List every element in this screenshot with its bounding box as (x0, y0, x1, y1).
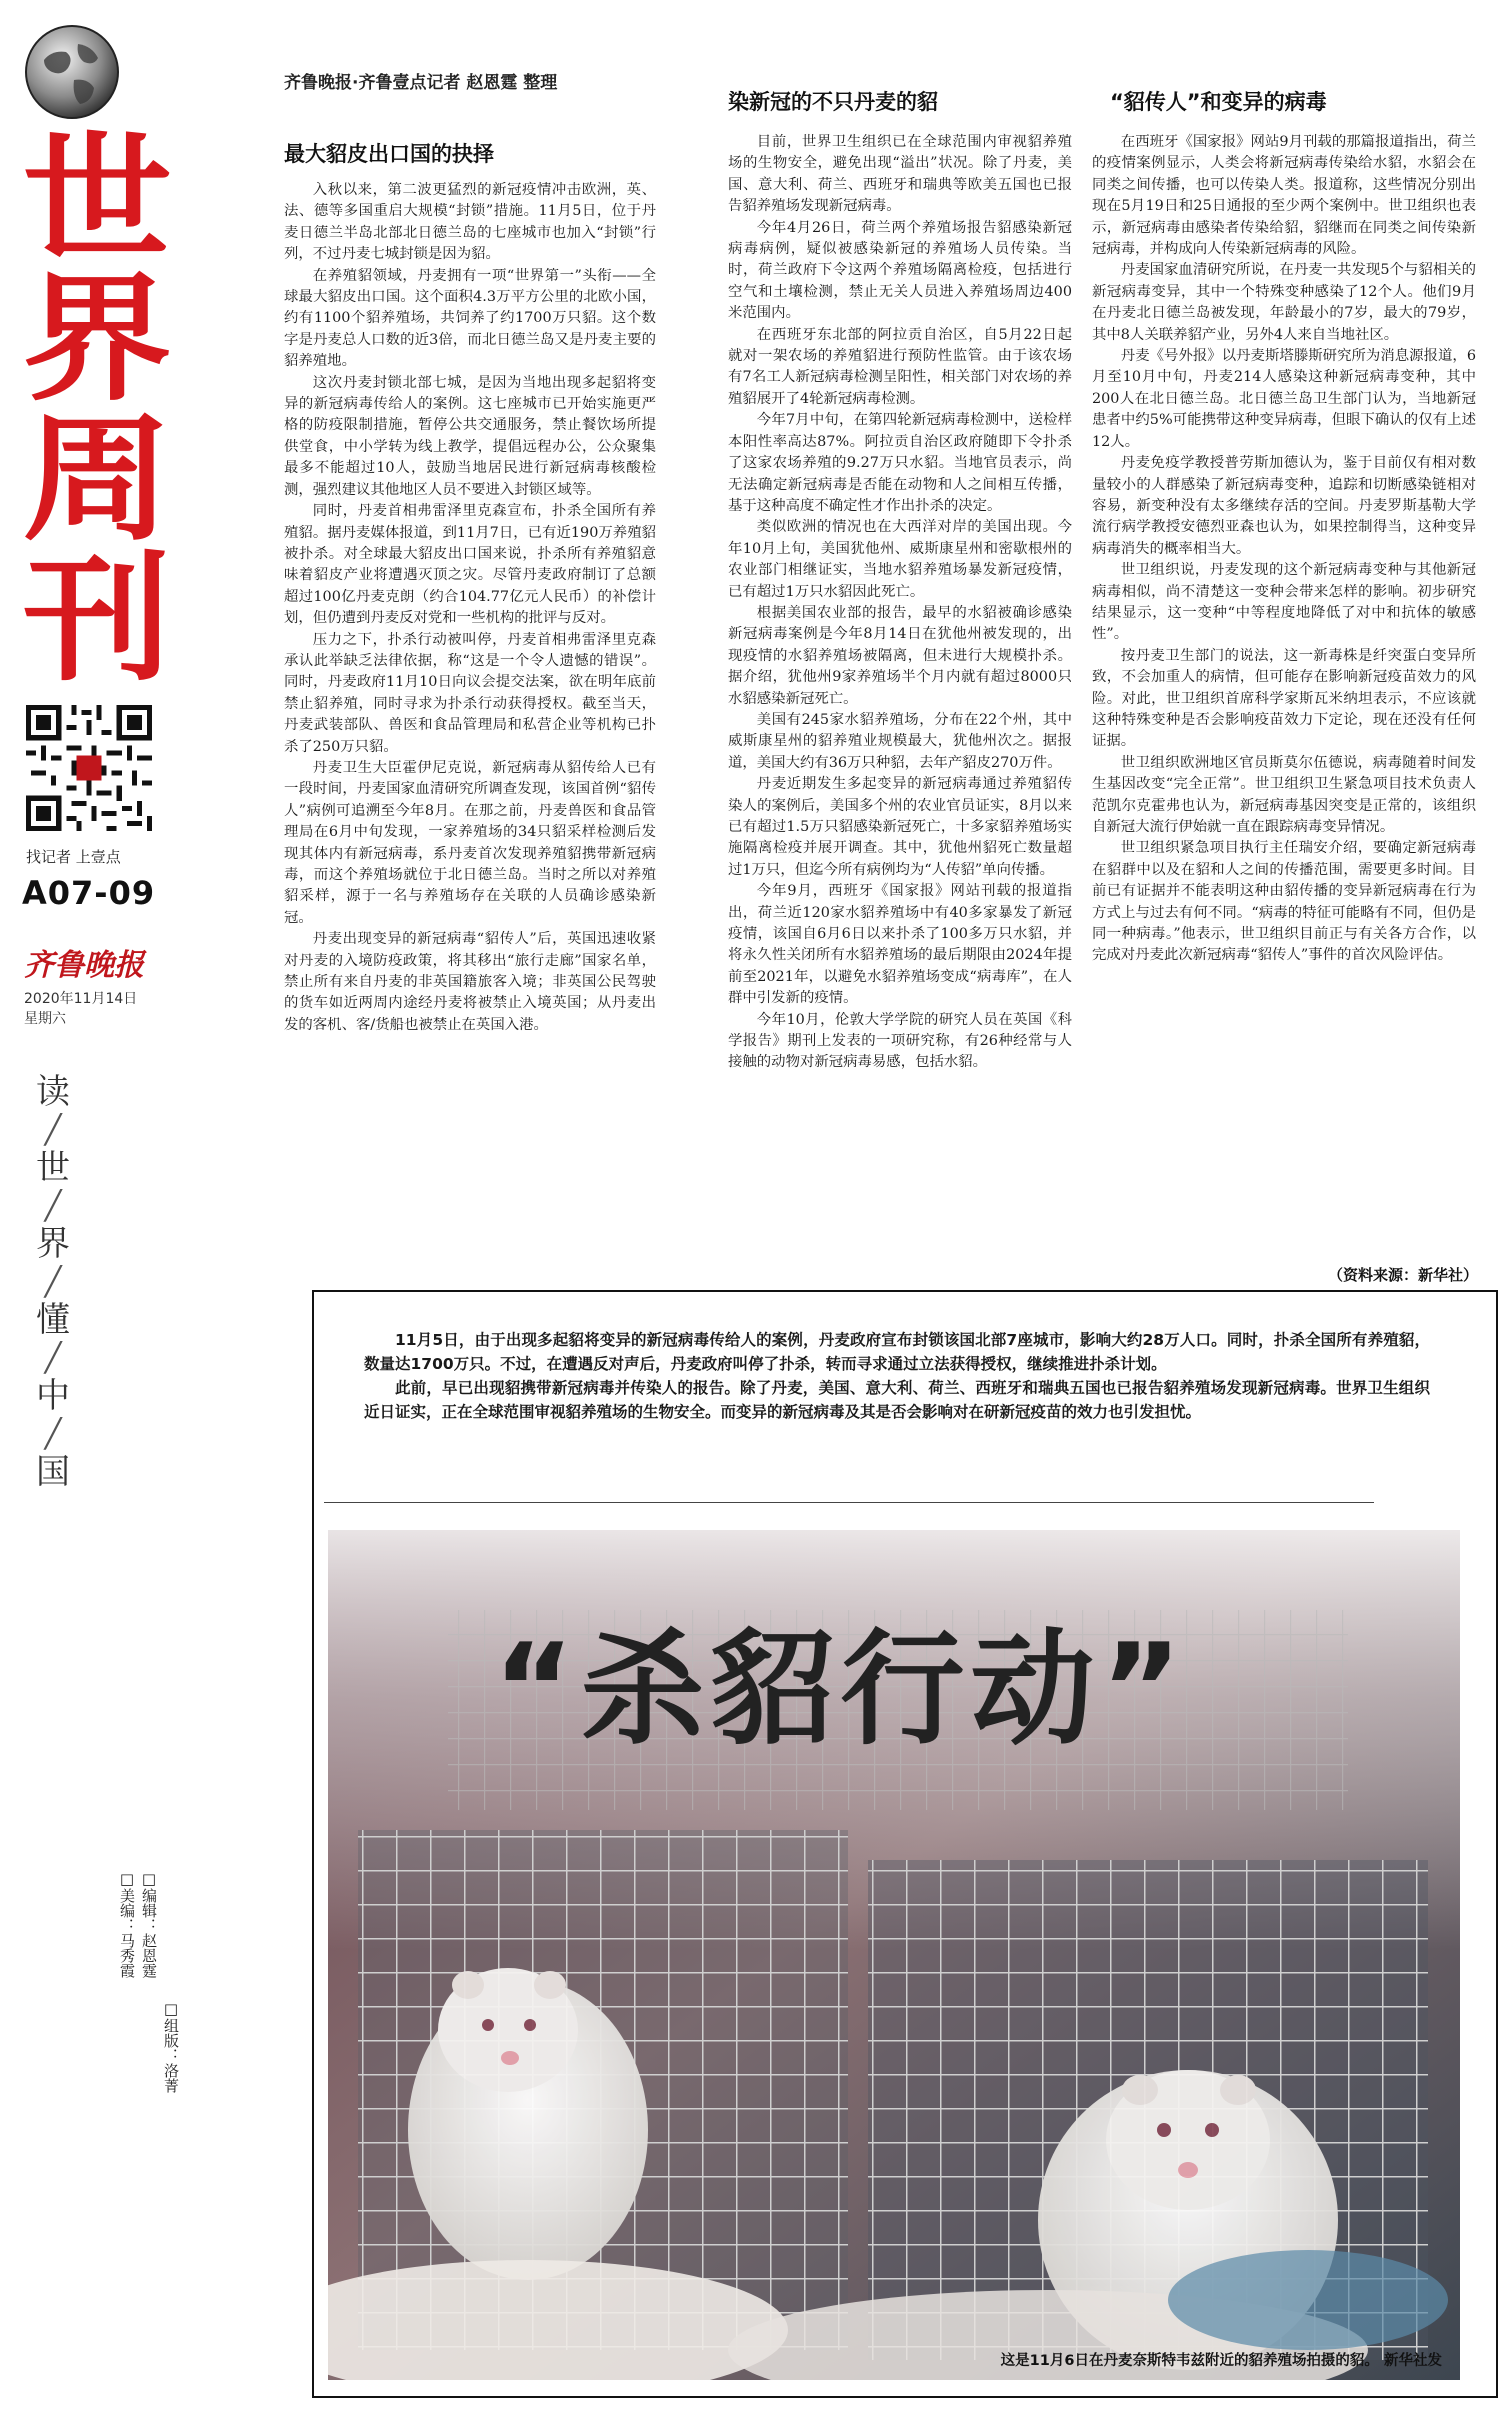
article-paragraph: 世卫组织说，丹麦发现的这个新冠病毒变种与其他新冠病毒相似，尚不清楚这一变种会带来怎样的影响。初步研究结果显示，这一变种“中等程度地降低了对中和抗体的敏感性”。 (1092, 562, 1476, 643)
feature-box (312, 1290, 1498, 2398)
article-paragraph: 压力之下，扑杀行动被叫停，丹麦首相弗雷泽里克森承认此举缺乏法律依据，称“这是一个令人遗憾的错误”。同时，丹麦政府11月10日向议会提交法案，欲在明年底前禁止貂养殖，同时寻求为扑杀行动获得授权。截至当天，丹麦武装部队、兽医和食品管理局和私营企业等机构已扑杀了250万只貂。 (284, 631, 656, 755)
article-2-body (728, 132, 1072, 1292)
article-paragraph: 目前，世界卫生组织已在全球范围内审视貂养殖场的生物安全，避免出现“溢出”状况。除了丹麦，美国、意大利、荷兰、西班牙和瑞典等欧美五国也已报告貂养殖场发现新冠病毒。 (728, 134, 1072, 215)
slogan-char: 国 (36, 1452, 70, 1492)
slogan-char: 世 (36, 1148, 70, 1188)
issue-date: 2020年11月14日 (24, 991, 138, 1007)
divider (324, 1502, 1374, 1503)
article-paragraph: 按丹麦卫生部门的说法，这一新毒株是纤突蛋白变异所致，不会加重人的病情，但可能存在影响新冠疫苗效力的风险。对此，世卫组织首席科学家斯瓦米纳坦表示，不应该就这种特殊变种是否会影响疫苗效力下定论，现在还没有任何证据。 (1092, 647, 1476, 750)
article-paragraph: 世卫组织欧洲地区官员斯莫尔伍德说，病毒随着时间发生基因改变“完全正常”。世卫组织卫生紧急项目技术负责人范凯尔克霍弗也认为，新冠病毒基因突变是正常的，该组织自新冠大流行伊始就一直在跟踪病毒变异情况。 (1092, 754, 1476, 835)
vertical-slogan (28, 1070, 78, 1494)
article-paragraph: 在养殖貂领域，丹麦拥有一项“世界第一”头衔——全球最大貂皮出口国。这个面积4.3万平方公里的北欧小国，约有1100个貂养殖场，共饲养了约1700万只貂。这个数字是丹麦总人口数的近3倍，而北日德兰岛又是丹麦主要的貂养殖地。 (284, 267, 656, 370)
article-paragraph: 丹麦出现变异的新冠病毒“貂传人”后，英国迅速收紧对丹麦的入境防疫政策，将其移出“旅行走廊”国家名单，禁止所有来自丹麦的非英国籍旅客入境；非英国公民驾驶的货车如近两周内途经丹麦将被禁止入境英国；从丹麦出发的客机、客/货船也被禁止在英国入港。 (284, 931, 656, 1033)
article-paragraph: 丹麦卫生大臣霍伊尼克说，新冠病毒从貂传给人已有一段时间，丹麦国家血清研究所调查发现，该国首例“貂传人”病例可追溯至今年8月。在那之前，丹麦兽医和食品管理局在6月中旬发现，一家养殖场的34只貂采样检测后发现其体内有新冠病毒，系丹麦首次发现养殖貂携带新冠病毒，而这个养殖场就位于北日德兰岛。当时之所以对养殖貂采样，源于一名与养殖场存在关联的人员确诊感染新冠。 (284, 759, 656, 926)
masthead-char: 世 (22, 119, 168, 280)
issue-weekday: 星期六 (24, 1011, 66, 1027)
article-paragraph: 世卫组织紧急项目执行主任瑞安介绍，要确定新冠病毒在貂群中以及在貂和人之间的传播范围，需要更多时间。目前已有证据并不能表明这种由貂传播的变异新冠病毒在行为方式上与过去有何不同。“病毒的特征可能略有不同，但仍是同一种病毒。”他表示，世卫组织目前正与有关各方合作，以完成对丹麦此次新冠病毒“貂传人”事件的首次风险评估。 (1092, 840, 1476, 964)
article-paragraph: 今年4月26日，荷兰两个养殖场报告貂感染新冠病毒病例，疑似被感染新冠的养殖场人员传染。当时，荷兰政府下令这两个养殖场隔离检疫，包括进行空气和土壤检测，禁止无关人员进入养殖场周边400米范围内。 (728, 219, 1072, 322)
byline: 齐鲁晚报·齐鲁壹点记者 赵恩霆 整理 (284, 73, 558, 93)
article-paragraph: 入秋以来，第二波更猛烈的新冠疫情冲击欧洲，英、法、德等多国重启大规模“封锁”措施。11月5日，位于丹麦日德兰半岛北部北日德兰岛的七座城市也加入“封锁”行列，不过丹麦七城封锁是因为貂。 (284, 182, 656, 263)
slogan-divider: ╱ (44, 1189, 62, 1222)
staff-credits (118, 1870, 194, 2120)
slogan-char: 读 (36, 1072, 70, 1112)
feature-summary-paragraph: 11月5日，由于出现多起貂将变异的新冠病毒传给人的案例，丹麦政府宣布封锁该国北部7座城市，影响大约28万人口。同时，扑杀全国所有养殖貂，数量达1700万只。不过，在遭遇反对声后，丹麦政府叫停了扑杀，转而寻求通过立法获得授权，继续推进扑杀计划。 (364, 1331, 1430, 1373)
slogan-divider: ╱ (44, 1341, 62, 1374)
article-paragraph: 类似欧洲的情况也在大西洋对岸的美国出现。今年10月上旬，美国犹他州、威斯康星州和密歇根州的农业部门相继证实，当地水貂养殖场暴发新冠疫情，已有超过1万只水貂因此死亡。 (728, 519, 1072, 600)
article-paragraph: 美国有245家水貂养殖场，分布在22个州，其中威斯康星州的貂养殖业规模最大，犹他州次之。据报道，美国大约有36万只种貂，去年产貂皮270万件。 (728, 711, 1072, 771)
article-paragraph: 今年10月，伦敦大学学院的研究人员在英国《科学报告》期刊上发表的一项研究称，有26种经常与人接触的动物对新冠病毒易感，包括水貂。 (728, 1011, 1072, 1071)
masthead-title (20, 119, 170, 700)
slogan-divider: ╱ (44, 1265, 62, 1298)
article-paragraph: 根据美国农业部的报告，最早的水貂被确诊感染新冠病毒案例是今年8月14日在犹他州被发现的，出现疫情的水貂养殖场被隔离，但未进行大规模扑杀。据介绍，犹他州9家养殖场半个月内就有超过8000只水貂感染新冠死亡。 (728, 604, 1072, 707)
slogan-char: 懂 (36, 1300, 70, 1340)
newspaper-logo: 齐鲁晚报 (24, 948, 144, 983)
article-3-title: “貂传人”和变异的病毒 (1110, 90, 1327, 114)
credit-art-editor: □美编：马秀霞 (118, 1870, 136, 1978)
article-3-body (1092, 132, 1476, 1262)
article-paragraph: 丹麦《号外报》以丹麦斯塔滕斯研究所为消息源报道，6月至10月中旬，丹麦214人感染这种新冠病毒变种，其中200人在北日德兰岛。北日德兰岛卫生部门认为，当地新冠患者中约5%可能携带这种变异病毒，但眼下确认的仅有上述12人。 (1092, 348, 1476, 450)
article-2-title: 染新冠的不只丹麦的貂 (728, 90, 938, 114)
slogan-divider: ╱ (44, 1113, 62, 1146)
globe-icon (22, 22, 122, 122)
article-paragraph: 今年9月，西班牙《国家报》网站刊载的报道指出，荷兰近120家水貂养殖场中有40多家暴发了新冠疫情，该国自6月6日以来扑杀了100多万只水貂，并将永久性关闭所有水貂养殖场的最后期限由2024年提前至2021年，以避免水貂养殖场变成“病毒库”，在人群中引发新的疫情。 (728, 883, 1072, 1007)
qr-code-icon[interactable] (26, 705, 152, 831)
reporter-label: 找记者 上壹点 (26, 848, 121, 866)
masthead-char: 周 (22, 399, 168, 560)
slogan-divider: ╱ (44, 1417, 62, 1450)
article-paragraph: 同时，丹麦首相弗雷泽里克森宣布，扑杀全国所有养殖貂。据丹麦媒体报道，到11月7日，已有近190万养殖貂被扑杀。对全球最大貂皮出口国来说，扑杀所有养殖貂意味着貂皮产业将遭遇灭顶之灾。尽管丹麦政府制订了总额超过100亿丹麦克朗（约合104.77亿元人民币）的补偿计划，但仍遭到丹麦反对党和一些机构的批评与反对。 (284, 503, 656, 627)
article-paragraph: 在西班牙《国家报》网站9月刊载的那篇报道指出，荷兰的疫情案例显示，人类会将新冠病毒传染给水貂，水貂会在同类之间传播，也可以传染人类。报道称，这些情况分别出现在5月19日和25日通报的至少两个案例中。世卫组织也表示，新冠病毒由感染者传染给貂，貂继而在同类之间传染新冠病毒，并构成向人传染新冠病毒的风险。 (1092, 134, 1476, 258)
article-paragraph: 丹麦免疫学教授普劳斯加德认为，鉴于目前仅有相对数量较小的人群感染了新冠病毒变种，追踪和切断感染链相对容易，新变种没有太多继续存活的空间。丹麦罗斯基勒大学流行病学教授安德烈亚森也认为，如果控制得当，这种变异病毒消失的概率相当大。 (1092, 455, 1476, 557)
article-paragraph: 丹麦国家血清研究所说，在丹麦一共发现5个与貂相关的新冠病毒变异，其中一个特殊变种感染了12个人。他们9月在丹麦北日德兰岛被发现，年龄最小的7岁，最大的79岁，其中8人关联养貂产业，另外4人来自当地社区。 (1092, 262, 1476, 343)
article-paragraph: 在西班牙东北部的阿拉贡自治区，自5月22日起就对一架农场的养殖貂进行预防性监管。由于该农场有7名工人新冠病毒检测呈阳性，相关部门对农场的养殖貂展开了4轮新冠病毒检测。 (728, 326, 1072, 407)
page-range: A07-09 (22, 874, 156, 912)
article-1-body (284, 180, 656, 1310)
masthead-char: 刊 (22, 539, 168, 700)
slogan-char: 中 (36, 1376, 70, 1416)
mink-cage-photo (328, 1530, 1460, 2380)
masthead-char: 界 (22, 259, 168, 420)
slogan-char: 界 (36, 1224, 70, 1264)
feature-summary-paragraph: 此前，早已出现貂携带新冠病毒并传染人的报告。除了丹麦，美国、意大利、荷兰、西班牙和瑞典五国也已报告貂养殖场发现新冠病毒。世界卫生组织近日证实，正在全球范围审视貂养殖场的生物安全。而变异的新冠病毒及其是否会影响对在研新冠疫苗的效力也引发担忧。 (364, 1379, 1430, 1421)
feature-summary (364, 1328, 1430, 1424)
sidebar (0, 0, 200, 2414)
article-paragraph: 今年7月中旬，在第四轮新冠病毒检测中，送检样本阳性率高达87%。阿拉贡自治区政府随即下令扑杀了这家农场养殖的9.27万只水貂。当地官员表示，尚无法确定新冠病毒是否能在动物和人之间相互传播，基于这种高度不确定性才作出扑杀的决定。 (728, 412, 1072, 514)
photo-caption: 这是11月6日在丹麦奈斯特韦兹附近的貂养殖场拍摄的貂。 新华社发 (1000, 2353, 1442, 2369)
article-paragraph: 丹麦近期发生多起变异的新冠病毒通过养殖貂传染人的案例后，美国多个州的农业官员证实，8月以来已有超过1.5万只貂感染新冠死亡，十多家貂养殖场实施隔离检疫并展开调查。其中，犹他州貂死亡数量超过1万只，但迄今所有病例均为“人传貂”单向传播。 (728, 776, 1072, 878)
article-1-title: 最大貂皮出口国的抉择 (284, 142, 494, 166)
credit-editor: □编辑：赵恩霆 (140, 1870, 158, 1978)
article-paragraph: 这次丹麦封锁北部七城，是因为当地出现多起貂将变异的新冠病毒传给人的案例。这七座城市已开始实施更严格的防疫限制措施，暂停公共交通服务，禁止餐饮场所提供堂食，中小学转为线上教学，提倡远程办公，公众聚集最多不能超过10人，鼓励当地居民进行新冠病毒核酸检测，强烈建议其他地区人员不要进入封锁区域等。 (284, 374, 656, 498)
feature-headline: “杀貂行动” (493, 1618, 1188, 1762)
source-note: （资料来源：新华社） (1327, 1266, 1478, 1284)
credit-layout: □组版：洛菁 (162, 2000, 180, 2093)
